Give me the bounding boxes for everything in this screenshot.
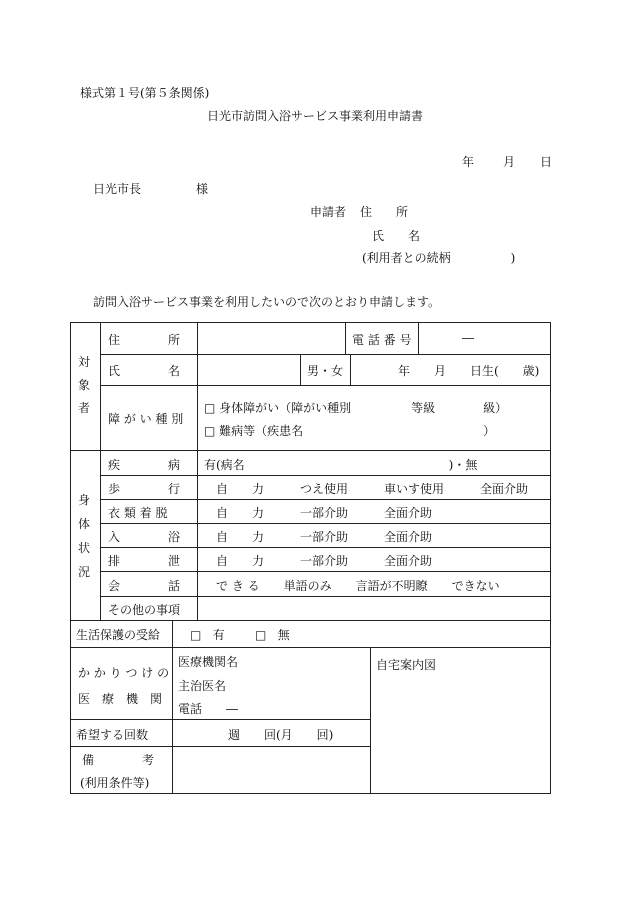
name-label: 氏 名: [108, 364, 181, 378]
sex-options[interactable]: 男・女: [307, 364, 344, 378]
birth-date: 年 月 日生( 歳): [398, 364, 540, 378]
disability-label: 障 が い 種 別: [108, 412, 184, 426]
clinic-doctor[interactable]: 主治医名: [178, 679, 227, 693]
phone-label: 電 話 番 号: [352, 333, 412, 347]
date-day: 日: [540, 155, 553, 169]
disability-intractable: □ 難病等（疾患名 ）: [204, 424, 496, 438]
applicant-address: 住 所: [360, 205, 409, 219]
row-label-conversation: 会 話: [108, 579, 181, 593]
applicant-name: 氏 名: [372, 229, 421, 243]
welfare-yes[interactable]: □ 有: [190, 628, 225, 642]
applicant-relation: (利用者との続柄 ): [362, 251, 516, 265]
row-value-dressing[interactable]: 自 力 一部介助 全面介助: [216, 506, 433, 520]
intro-text: 訪問入浴サービス事業を利用したいので次のとおり申請します。: [93, 295, 441, 309]
notes-sub-label: (利用条件等): [80, 776, 150, 790]
row-label-other: その他の事項: [108, 603, 181, 617]
form-number: 様式第１号(第５条関係): [80, 86, 210, 100]
row-value-bathing[interactable]: 自 力 一部介助 全面介助: [216, 530, 433, 544]
row-label-excretion: 排 泄: [108, 554, 181, 568]
clinic-label-1: か か り つ け の: [78, 666, 170, 680]
checkbox-icon[interactable]: □: [204, 401, 216, 415]
clinic-institution[interactable]: 医療機関名: [178, 655, 239, 669]
clinic-label-2: 医 療 機 関: [78, 692, 163, 706]
row-value-illness[interactable]: 有(病名 )・無: [204, 458, 478, 472]
welfare-no[interactable]: □ 無: [255, 628, 290, 642]
row-value-excretion[interactable]: 自 力 一部介助 全面介助: [216, 554, 433, 568]
row-value-walking[interactable]: 自 力 つえ使用 車いす使用 全面介助: [216, 482, 529, 496]
row-value-conversation[interactable]: で き る 単語のみ 言語が不明瞭 できない: [216, 579, 500, 593]
frequency-value[interactable]: 週 回(月 回): [228, 728, 334, 742]
applicant-label: 申請者: [310, 205, 347, 219]
checkbox-icon[interactable]: □: [255, 628, 267, 642]
addressee-mayor: 日光市長: [93, 182, 142, 196]
addressee-sama: 様: [196, 182, 209, 196]
address-label: 住 所: [108, 333, 181, 347]
row-label-dressing: 衣 類 着 脱: [108, 506, 168, 520]
date-month: 月: [503, 155, 516, 169]
row-label-walking: 歩 行: [108, 482, 181, 496]
target-group-label: 対 象 者: [78, 355, 91, 415]
checkbox-icon[interactable]: □: [204, 424, 216, 438]
frequency-label: 希望する回数: [76, 728, 149, 742]
body-status-group-label: 身 体 状 況: [78, 493, 91, 579]
home-map-label: 自宅案内図: [376, 658, 437, 672]
date-year: 年: [462, 155, 475, 169]
notes-label: 備 考: [82, 753, 155, 767]
clinic-phone[interactable]: 電話 ―: [178, 702, 239, 716]
row-label-illness: 疾 病: [108, 458, 181, 472]
disability-physical: □ 身体障がい（障がい種別 等級 級）: [204, 401, 508, 415]
phone-separator: ―: [462, 331, 474, 345]
notes-field[interactable]: [178, 751, 368, 791]
welfare-label: 生活保護の受給: [76, 628, 161, 642]
checkbox-icon[interactable]: □: [190, 628, 202, 642]
form-title: 日光市訪問入浴サービス事業利用申請書: [206, 109, 423, 123]
row-label-bathing: 入 浴: [108, 530, 181, 544]
